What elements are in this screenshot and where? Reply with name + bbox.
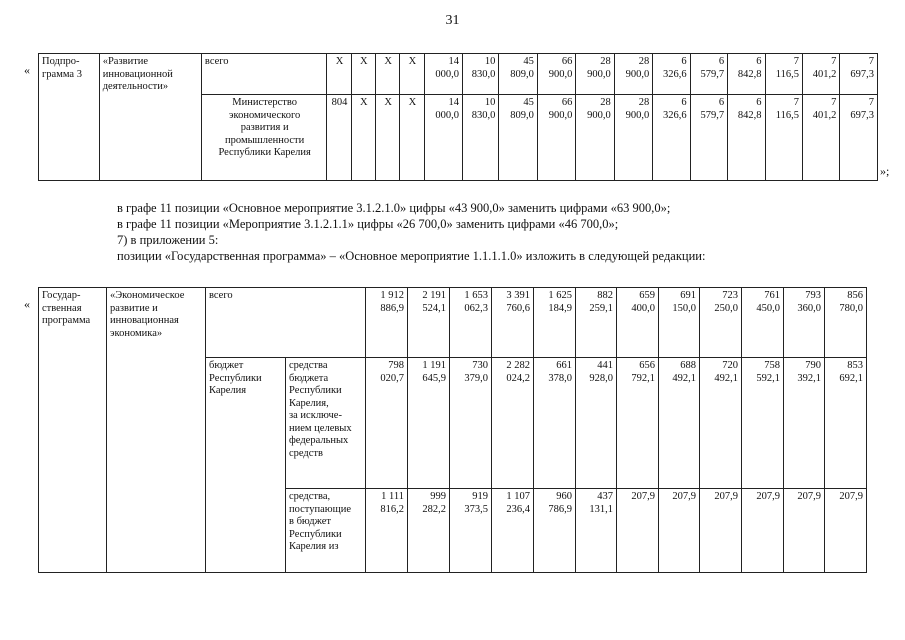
- value-cell: 10 830,0: [462, 54, 498, 95]
- value-cell: 723 250,0: [700, 288, 742, 358]
- paragraph: в графе 11 позиции «Мероприятие 3.1.2.1.1» цифры «26 700,0» заменить цифрами «46 700,0»;: [117, 217, 619, 231]
- code-cell: Х: [400, 54, 424, 95]
- value-cell: 66 900,0: [537, 95, 575, 181]
- value-cell: 856 780,0: [825, 288, 867, 358]
- code-cell: Х: [351, 54, 375, 95]
- value-cell: 691 150,0: [659, 288, 700, 358]
- program-name-cell: «Экономическое развитие и инновационная экономика»: [107, 288, 206, 573]
- row-label: всего: [201, 54, 326, 95]
- ministry-label: Министерство экономического развития и промышленности Республики Карелия: [201, 95, 326, 181]
- value-cell: 1 912 886,9: [366, 288, 408, 358]
- value-cell: 919 373,5: [450, 489, 492, 573]
- value-cell: 661 378,0: [534, 358, 576, 489]
- value-cell: 1 107 236,4: [492, 489, 534, 573]
- value-cell: 853 692,1: [825, 358, 867, 489]
- value-cell: 441 928,0: [576, 358, 617, 489]
- code-cell: Х: [327, 54, 351, 95]
- value-cell: 999 282,2: [408, 489, 450, 573]
- value-cell: 6 326,6: [653, 54, 690, 95]
- value-cell: 45 809,0: [499, 95, 537, 181]
- value-cell: 66 900,0: [537, 54, 575, 95]
- value-cell: 6 579,7: [690, 54, 727, 95]
- program-type-cell: Государ- ственная программа: [39, 288, 107, 573]
- value-cell: 14 000,0: [424, 95, 462, 181]
- value-cell: 7 697,3: [840, 54, 878, 95]
- opening-quote: «: [24, 63, 30, 77]
- value-cell: 720 492,1: [700, 358, 742, 489]
- value-cell: 207,9: [700, 489, 742, 573]
- code-cell: Х: [400, 95, 424, 181]
- state-program-table: [38, 287, 867, 573]
- value-cell: 207,9: [659, 489, 700, 573]
- value-cell: 14 000,0: [424, 54, 462, 95]
- row-label: всего: [206, 288, 366, 358]
- funding-source-label: средства бюджета Республики Карелия, за исключе- нием целевых федеральных средств: [286, 358, 366, 489]
- value-cell: 798 020,7: [366, 358, 408, 489]
- value-cell: 6 842,8: [728, 54, 765, 95]
- code-cell: Х: [375, 54, 399, 95]
- code-cell: 804: [327, 95, 351, 181]
- value-cell: 207,9: [784, 489, 825, 573]
- paragraph: позиции «Государственная программа» – «Основное мероприятие 1.1.1.1.0» изложить в следующей редакции:: [117, 249, 706, 263]
- opening-quote: «: [24, 297, 30, 311]
- value-cell: 659 400,0: [617, 288, 659, 358]
- value-cell: 7 401,2: [802, 95, 839, 181]
- value-cell: 45 809,0: [499, 54, 537, 95]
- value-cell: 6 579,7: [690, 95, 727, 181]
- value-cell: 7 401,2: [802, 54, 839, 95]
- value-cell: 2 282 024,2: [492, 358, 534, 489]
- budget-label: бюджет Республики Карелия: [206, 358, 286, 573]
- value-cell: 656 792,1: [617, 358, 659, 489]
- table-row: [39, 54, 878, 95]
- value-cell: 790 392,1: [784, 358, 825, 489]
- value-cell: 7 116,5: [765, 95, 802, 181]
- code-cell: Х: [375, 95, 399, 181]
- value-cell: 28 900,0: [576, 95, 614, 181]
- paragraph: в графе 11 позиции «Основное мероприятие 3.1.2.1.0» цифры «43 900,0» заменить цифрами «63 900,0»;: [117, 201, 671, 215]
- table-row: [39, 288, 867, 358]
- value-cell: 1 625 184,9: [534, 288, 576, 358]
- value-cell: 1 191 645,9: [408, 358, 450, 489]
- value-cell: 28 900,0: [576, 54, 614, 95]
- value-cell: 1 111 816,2: [366, 489, 408, 573]
- value-cell: 730 379,0: [450, 358, 492, 489]
- funding-source-label: средства, поступающие в бюджет Республики Карелия из: [286, 489, 366, 573]
- value-cell: 960 786,9: [534, 489, 576, 573]
- value-cell: 758 592,1: [742, 358, 784, 489]
- page-number: 31: [445, 13, 460, 28]
- subprogram-code-cell: Подпро- грамма 3: [39, 54, 100, 181]
- closing-quote: »;: [880, 164, 890, 178]
- value-cell: 28 900,0: [614, 95, 652, 181]
- value-cell: 882 259,1: [576, 288, 617, 358]
- value-cell: 6 842,8: [728, 95, 765, 181]
- value-cell: 437 131,1: [576, 489, 617, 573]
- value-cell: 207,9: [617, 489, 659, 573]
- value-cell: 207,9: [742, 489, 784, 573]
- code-cell: Х: [351, 95, 375, 181]
- value-cell: 10 830,0: [462, 95, 498, 181]
- value-cell: 761 450,0: [742, 288, 784, 358]
- value-cell: 2 191 524,1: [408, 288, 450, 358]
- value-cell: 793 360,0: [784, 288, 825, 358]
- value-cell: 207,9: [825, 489, 867, 573]
- value-cell: 28 900,0: [614, 54, 652, 95]
- value-cell: 688 492,1: [659, 358, 700, 489]
- subprogram-name-cell: «Развитие инновационной деятельности»: [99, 54, 201, 181]
- value-cell: 3 391 760,6: [492, 288, 534, 358]
- value-cell: 7 116,5: [765, 54, 802, 95]
- subprogram-table: [38, 53, 878, 181]
- value-cell: 7 697,3: [840, 95, 878, 181]
- value-cell: 1 653 062,3: [450, 288, 492, 358]
- value-cell: 6 326,6: [653, 95, 690, 181]
- paragraph: 7) в приложении 5:: [117, 233, 219, 247]
